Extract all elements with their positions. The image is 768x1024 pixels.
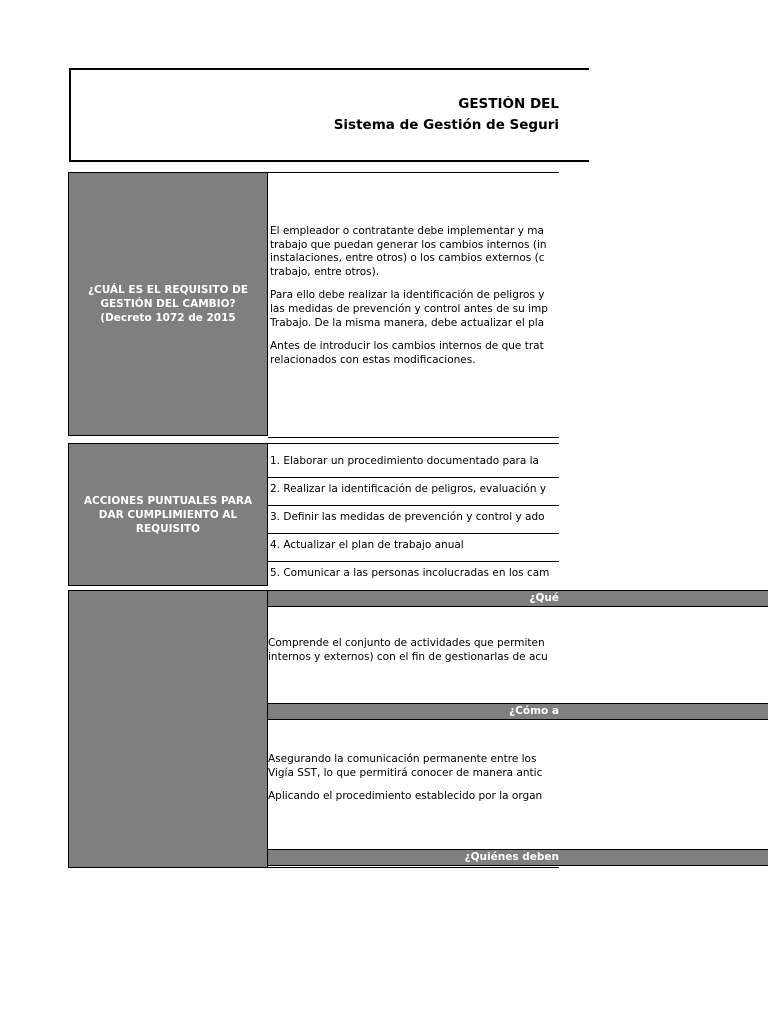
list-item: 1. Elaborar un procedimiento documentado para la — [268, 454, 559, 478]
section-heading-que: ¿Qué — [529, 592, 559, 604]
requisito-paragraph-2: Para ello debe realizar la identificación de peligros y las medidas de prevención y control antes de su imp Trabajo. De la misma manera, debe actualizar el pla — [270, 289, 548, 329]
document-title: GESTIÓN DEL — [458, 96, 559, 112]
header-box — [69, 68, 589, 162]
requisito-paragraph-3: Antes de introducir los cambios internos de que trat relacionados con estas modificaciones. — [270, 340, 544, 366]
list-item: 3. Definir las medidas de prevención y control y ado — [268, 510, 559, 534]
section-label-empty — [68, 590, 268, 868]
section-heading-como: ¿Cómo a — [509, 705, 559, 717]
list-item: 2. Realizar la identificación de peligros, evaluación y — [268, 482, 559, 506]
requisito-label: ¿CUÁL ES EL REQUISITO DE GESTIÓN DEL CAMBIO? (Decreto 1072 de 2015 — [68, 172, 268, 436]
section-heading-quienes: ¿Quiénes deben — [464, 851, 559, 863]
divider — [268, 867, 559, 868]
list-item: 4. Actualizar el plan de trabajo anual — [268, 538, 559, 562]
acciones-list — [268, 443, 559, 587]
list-item: 5. Comunicar a las personas incolucradas en los cam — [268, 566, 559, 587]
como-paragraph-1: Asegurando la comunicación permanente entre los Vigía SST, lo que permitirá conocer de manera antic — [268, 753, 543, 779]
acciones-label: ACCIONES PUNTUALES PARA DAR CUMPLIMIENTO AL REQUISITO — [68, 443, 268, 586]
document-subtitle: Sistema de Gestión de Seguri — [333, 117, 559, 133]
section-content-como — [268, 753, 559, 833]
como-paragraph-2: Aplicando el procedimiento establecido por la organ — [268, 790, 543, 803]
requisito-content — [268, 172, 559, 438]
section-content-que: Comprende el conjunto de actividades que permiten internos y externos) con el fin de gestionarlas de acu — [268, 637, 548, 663]
requisito-paragraph-1: El empleador o contratante debe implementar y ma trabajo que puedan generar los cambios internos (in instalaciones, entre otros) o los cambios externos (c trabajo, entre otros). — [270, 225, 547, 278]
